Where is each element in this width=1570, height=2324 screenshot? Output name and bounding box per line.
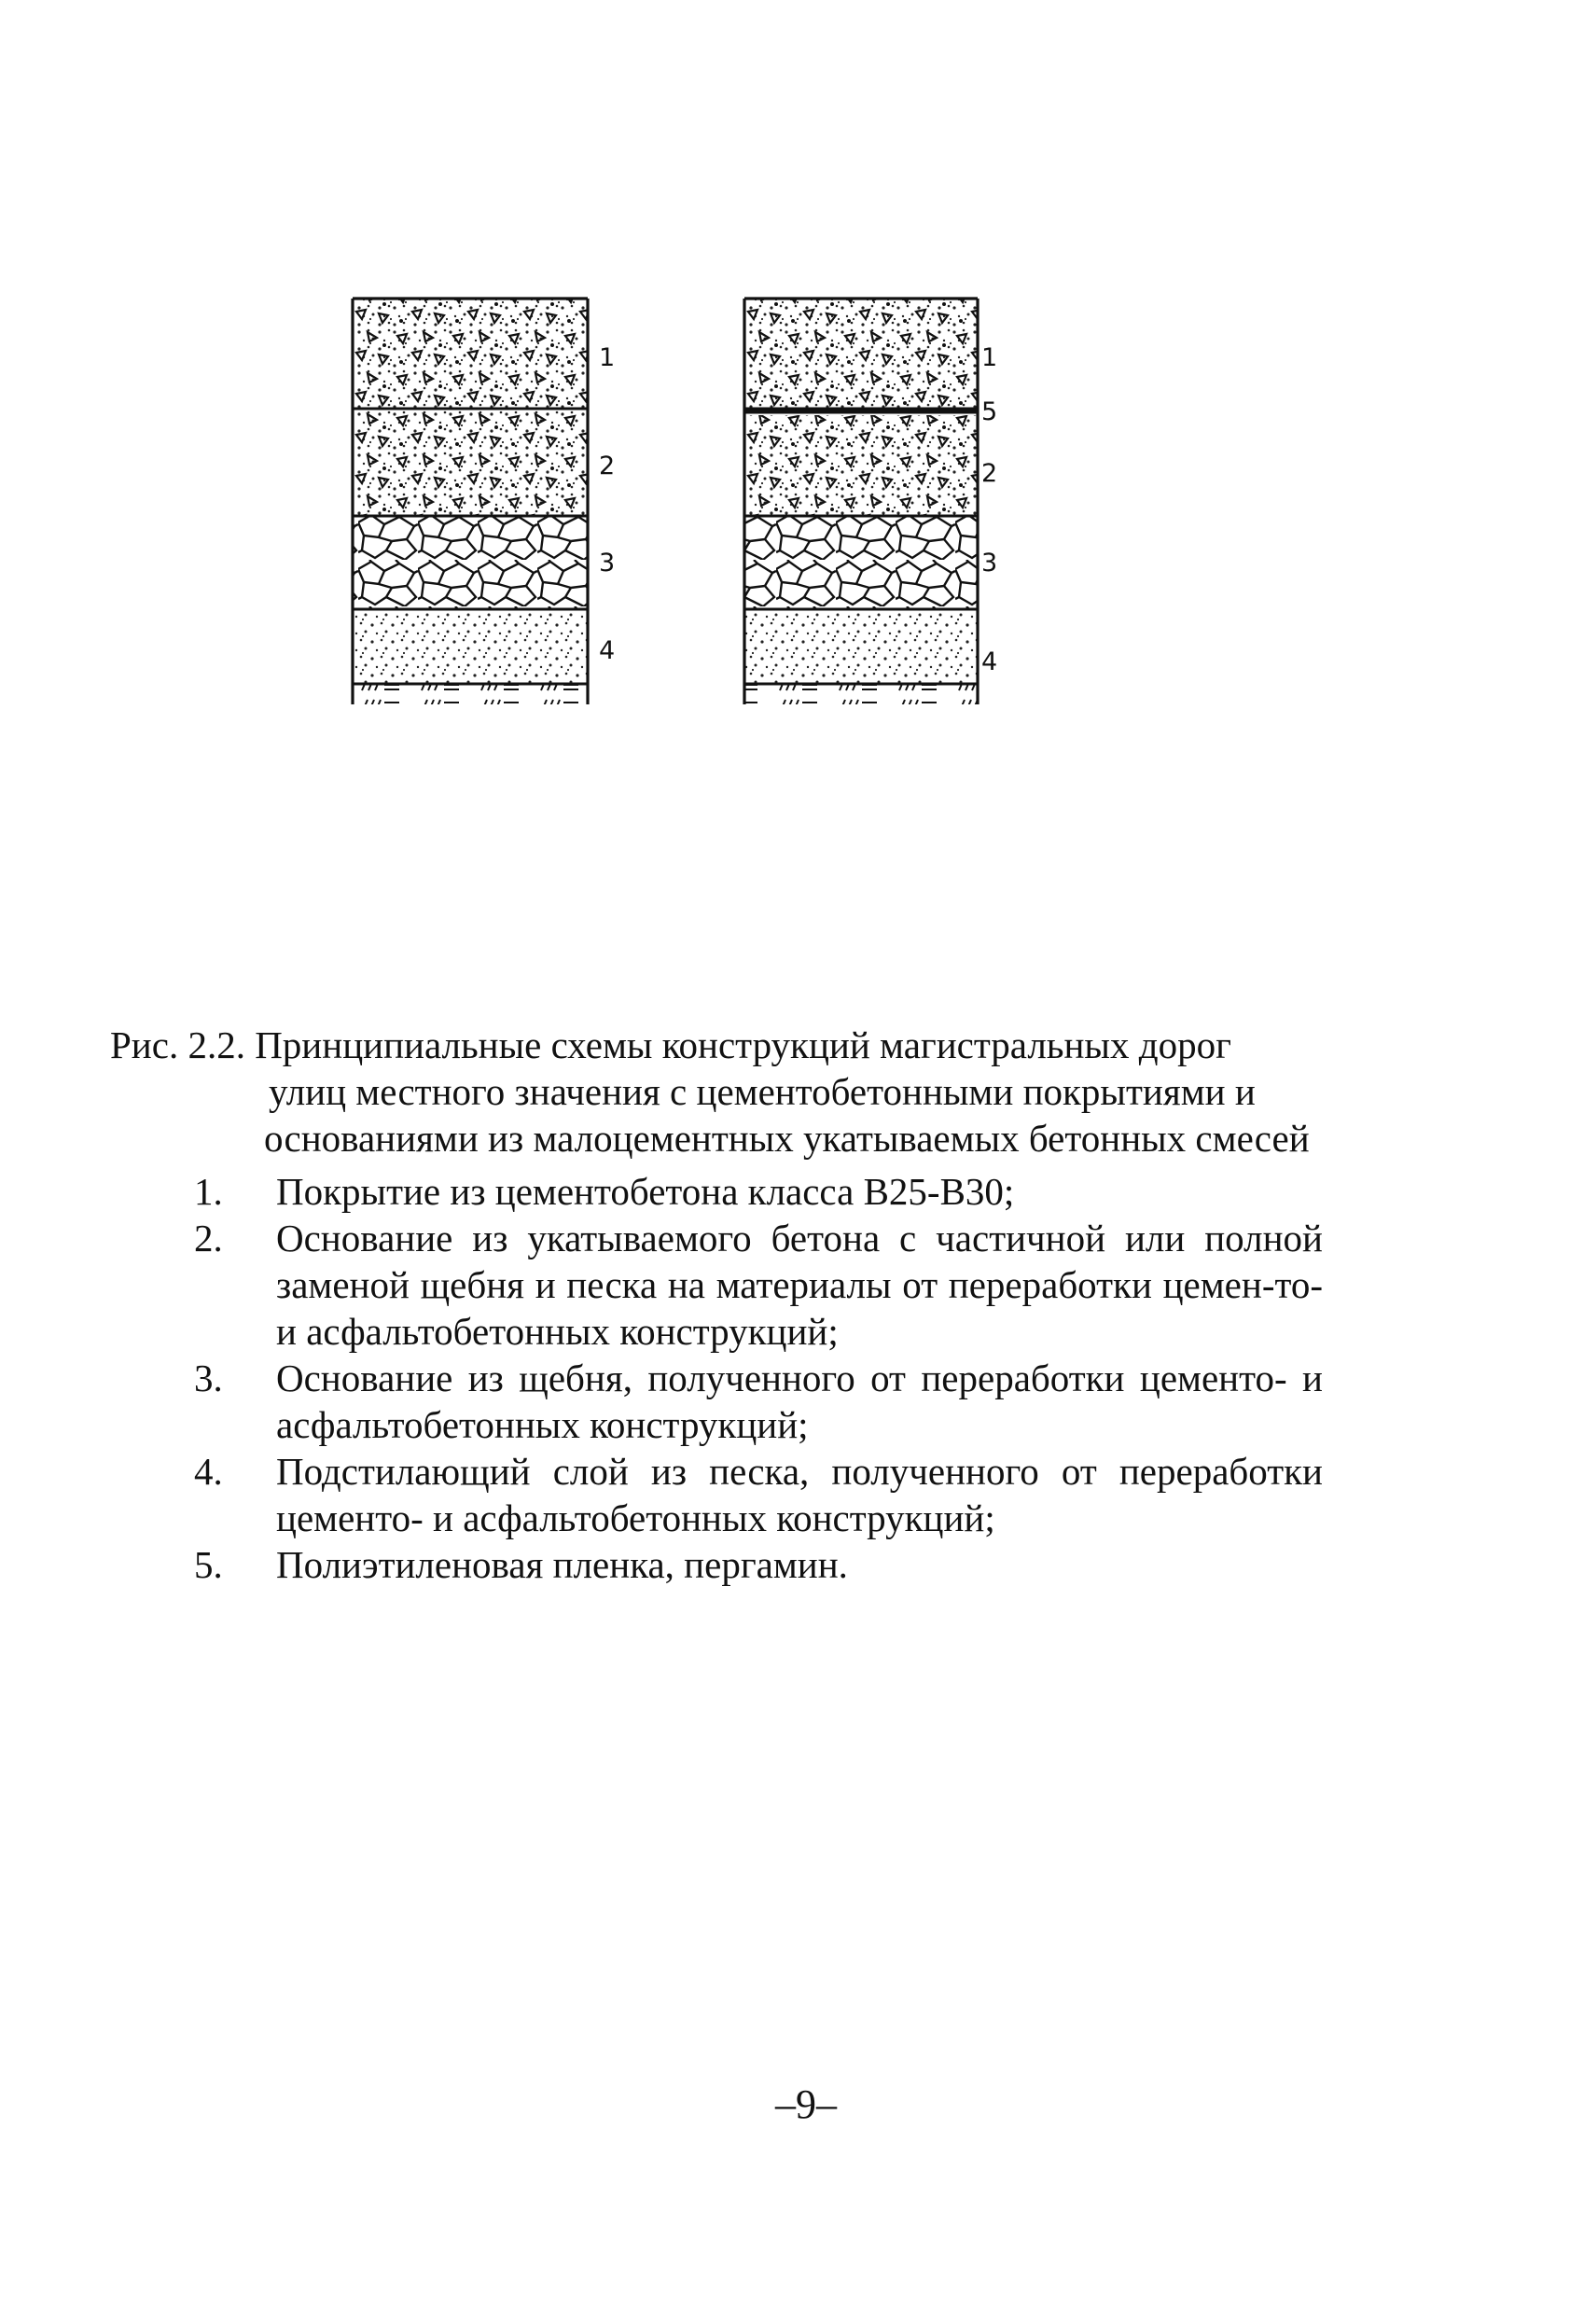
- legend-number: 3.: [194, 1357, 223, 1399]
- legend-item: [194, 1215, 1323, 1355]
- left-label-4: 4: [599, 636, 616, 665]
- legend-text: Полиэтиленовая пленка, пергамин.: [276, 1543, 848, 1586]
- legend-item: [194, 1355, 1323, 1448]
- legend-text: Основание из щебня, полученного от переработки цементо- и асфальтобетонных конструкций;: [276, 1357, 1323, 1446]
- legend-text: Основание из укатываемого бетона с частичной или полной заменой щебня и песка на материалы от переработки цемен-то- и асфальтобетонных конструкций;: [276, 1217, 1323, 1353]
- right-layer-subgrade: [744, 684, 978, 704]
- left-label-2: 2: [599, 452, 616, 480]
- left-layer-concrete-cover: [353, 299, 588, 409]
- legend-text: Подстилающий слой из песка, полученного от переработки цементо- и асфальтобетонных конструкций;: [276, 1450, 1323, 1539]
- left-label-3: 3: [599, 549, 616, 578]
- left-pavement-diagram: [353, 299, 615, 704]
- caption-title-line-1: Принципиальные схемы конструкций магистральных дорог: [255, 1023, 1231, 1066]
- caption-title-line-3: основаниями из малоцементных укатываемых бетонных смесей: [264, 1117, 1310, 1160]
- right-layer-sand: [744, 609, 978, 684]
- caption-prefix: Рис. 2.2.: [110, 1023, 245, 1066]
- figure-caption: [110, 1022, 1341, 1162]
- page-number: –9–: [775, 2081, 837, 2127]
- right-layer-crushed-stone: [744, 516, 978, 609]
- caption-title-line-2: улиц местного значения с цементобетонными покрытиями и: [269, 1070, 1256, 1113]
- legend-number: 1.: [194, 1170, 223, 1213]
- legend-item: [194, 1168, 1323, 1215]
- right-layer-rolled-concrete-base: [744, 415, 978, 516]
- right-layer-concrete-cover: [744, 299, 978, 409]
- legend-number: 4.: [194, 1450, 223, 1493]
- right-label-5: 5: [981, 397, 998, 426]
- right-label-2: 2: [981, 459, 998, 488]
- right-label-1: 1: [981, 343, 998, 372]
- legend-number: 2.: [194, 1217, 223, 1259]
- caption-line-1: [110, 1022, 1341, 1068]
- legend-text: Покрытие из цементобетона класса В25-В30;: [276, 1170, 1015, 1213]
- right-pavement-diagram: [744, 299, 997, 704]
- legend-item: [194, 1541, 1323, 1588]
- legend-number: 5.: [194, 1543, 223, 1586]
- left-label-1: 1: [599, 343, 616, 372]
- legend-list: [194, 1168, 1323, 1588]
- right-label-4: 4: [981, 647, 998, 676]
- left-layer-rolled-concrete-base: [353, 409, 588, 516]
- right-label-3: 3: [981, 549, 998, 578]
- left-layer-crushed-stone: [353, 516, 588, 609]
- left-layer-sand: [353, 609, 588, 684]
- left-layer-subgrade: [353, 684, 588, 704]
- pavement-diagrams: [0, 0, 1570, 765]
- legend-item: [194, 1448, 1323, 1541]
